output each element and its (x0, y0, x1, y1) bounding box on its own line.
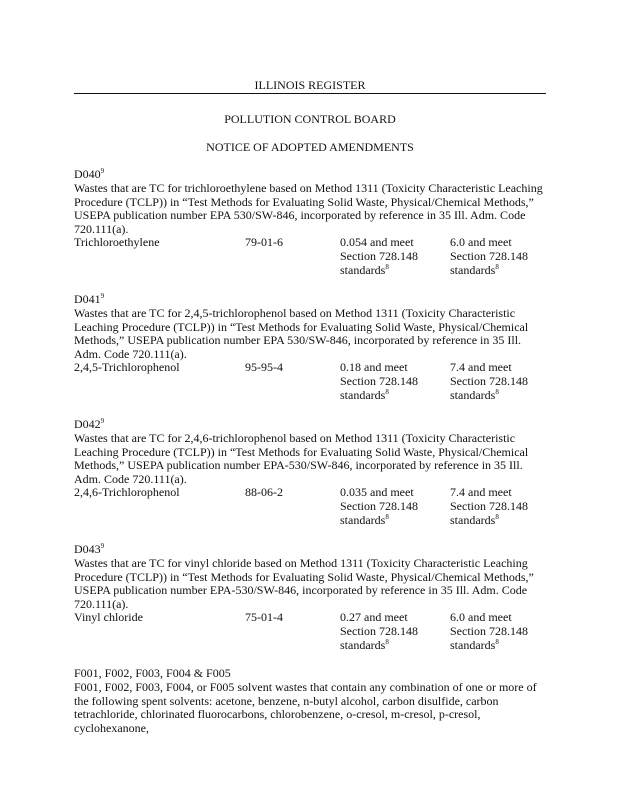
waste-description: Wastes that are TC for vinyl chloride based on Method 1311 (Toxicity Characteristic Leaching Procedure (TCLP)) in “Test Methods for Evaluating Solid Waste, Physical/Chemical Methods,” USEPA publication number EPA-530/SW-846, incorporated by reference in 35 Ill. Adm. Code 720.111(a). (74, 556, 534, 611)
waste-description: Wastes that are TC for 2,4,5-trichlorophenol based on Method 1311 (Toxicity Characteristic Leaching Procedure (TCLP)) in “Test Methods for Evaluating Solid Waste, Physical/Chemical Methods,” USEPA publication number EPA 530/SW-846, incorporated by reference in 35 Ill. Adm. Code 720.111(a). (74, 306, 529, 361)
cas-number: 79-01-6 (245, 235, 283, 250)
constituent-name: 2,4,5-Trichlorophenol (74, 360, 180, 375)
nonwastewater-standard: 6.0 and meet Section 728.148 standards$^8$ (450, 610, 528, 652)
waste-description: F001, F002, F003, F004, or F005 solvent wastes that contain any combination of one or more of the following spent solvents: acetone, benzene, n-butyl alcohol, carbon disulfide, carbon tetrachloride, chlorinated fluorocarbons, chlorobenzene, o-cresol, m-cresol, p-cresol, cyclohexanone, (74, 680, 537, 735)
footnote-ref: 9 (100, 417, 105, 425)
register-header: ILLINOIS REGISTER (254, 78, 366, 92)
header-rule (74, 93, 546, 94)
table-row (74, 361, 546, 405)
wastewater-standard: 0.27 and meet Section 728.148 standards$^8$ (340, 610, 418, 652)
nonwastewater-standard: 6.0 and meet Section 728.148 standards$^8$ (450, 235, 528, 277)
cas-number: 75-01-4 (245, 610, 283, 625)
table-row (74, 486, 546, 530)
constituent-name: Trichloroethylene (74, 235, 160, 250)
constituent-name: 2,4,6-Trichlorophenol (74, 485, 180, 500)
nonwastewater-standard: 7.4 and meet Section 728.148 standards$^8$ (450, 485, 528, 527)
waste-code: $D042^9$ (74, 417, 105, 431)
wastewater-standard: 0.054 and meet Section 728.148 standards$^8$ (340, 235, 418, 277)
waste-code: $D041^9$ (74, 292, 105, 306)
table-row (74, 236, 546, 280)
nonwastewater-standard: 7.4 and meet Section 728.148 standards$^8$ (450, 360, 528, 402)
entry-f001-f005 (74, 666, 546, 735)
waste-code: F001, F002, F003, F004 & F005 (74, 666, 231, 680)
notice-title: NOTICE OF ADOPTED AMENDMENTS (206, 140, 414, 154)
footnote-ref: 9 (100, 167, 105, 175)
cas-number: 88-06-2 (245, 485, 283, 500)
constituent-name: Vinyl chloride (74, 610, 143, 625)
entry-d042 (74, 417, 546, 530)
wastewater-standard: 0.035 and meet Section 728.148 standards$^8$ (340, 485, 418, 527)
entry-d041 (74, 292, 546, 405)
board-title: POLLUTION CONTROL BOARD (224, 112, 396, 126)
entry-d040 (74, 167, 546, 280)
footnote-ref: 9 (100, 542, 105, 550)
waste-description: Wastes that are TC for 2,4,6-trichlorophenol based on Method 1311 (Toxicity Characteristic Leaching Procedure (TCLP)) in “Test Methods for Evaluating Solid Waste, Physical/Chemical Methods,” USEPA publication number EPA-530/SW-846, incorporated by reference in 35 Ill. Adm. Code 720.111(a). (74, 431, 529, 486)
waste-description: Wastes that are TC for trichloroethylene based on Method 1311 (Toxicity Characteristic Leaching Procedure (TCLP)) in “Test Methods for Evaluating Solid Waste, Physical/Chemical Methods,” USEPA publication number EPA 530/SW-846, incorporated by reference in 35 Ill. Adm. Code 720.111(a). (74, 181, 543, 236)
cas-number: 95-95-4 (245, 360, 283, 375)
footnote-ref: 9 (100, 292, 105, 300)
table-row (74, 611, 546, 655)
entry-d043 (74, 542, 546, 655)
waste-code: $D043^9$ (74, 542, 105, 556)
wastewater-standard: 0.18 and meet Section 728.148 standards$^8$ (340, 360, 418, 402)
waste-code: $D040^9$ (74, 167, 105, 181)
